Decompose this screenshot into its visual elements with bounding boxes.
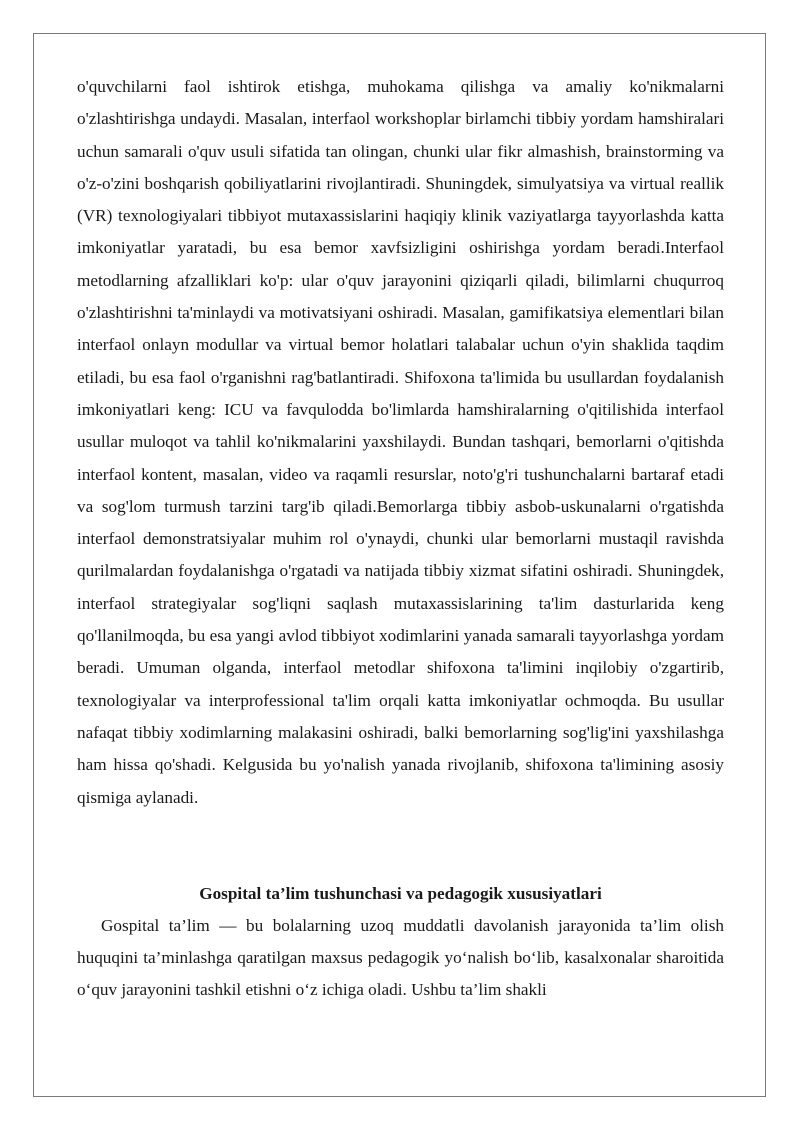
section-heading: Gospital ta’lim tushunchasi va pedagogik xususiyatlari (199, 883, 602, 903)
document-body (77, 71, 724, 1007)
section-spacer (77, 814, 724, 878)
body-paragraph: o'quvchilarni faol ishtirok etishga, muhokama qilishga va amaliy ko'nikmalarni o'zlashtirishga undaydi. Masalan, interfaol workshoplar birlamchi tibbiy yordam hamshiralari uchun samarali o'quv usuli sifatida tan olingan, chunki ular fikr almashish, brainstorming va o'z-o'zini boshqarish qobiliyatlarini rivojlantiradi. Shuningdek, simulyatsiya va virtual reallik (VR) texnologiyalari tibbiyot mutaxassislarini haqiqiy klinik vaziyatlarga tayyorlashda katta imkoniyatlar yaratadi, bu esa bemor xavfsizligini oshirishga yordam beradi.Interfaol metodlarning afzalliklari ko'p: ular o'quv jarayonini qiziqarli qiladi, bilimlarni chuqurroq o'zlashtirishni ta'minlaydi va motivatsiyani oshiradi. Masalan, gamifikatsiya elementlari bilan interfaol onlayn modullar va virtual bemor holatlari talabalar uchun o'yin shaklida taqdim etiladi, bu esa faol o'rganishni rag'batlantiradi. Shifoxona ta'limida bu usullardan foydalanish imkoniyatlari keng: ICU va favqulodda bo'limlarda hamshiralarning o'qitilishida interfaol usullar muloqot va tahlil ko'nikmalarini yaxshilaydi. Bundan tashqari, bemorlarni o'qitishda interfaol kontent, masalan, video va raqamli resurslar, noto'g'ri tushunchalarni bartaraf etadi va sog'lom turmush tarzini targ'ib qiladi.Bemorlarga tibbiy asbob-uskunalarni o'rgatishda interfaol demonstratsiyalar muhim rol o'ynaydi, chunki ular bemorlarni mustaqil ravishda qurilmalardan foydalanishga o'rgatadi va natijada tibbiy xizmat sifatini oshiradi. Shuningdek, interfaol strategiyalar sog'liqni saqlash mutaxassislarining ta'lim dasturlarida keng qo'llanilmoqda, bu esa yangi avlod tibbiyot xodimlarini yanada samarali tayyorlashga yordam beradi. Umuman olganda, interfaol metodlar shifoxona ta'limini inqilobiy o'zgartirib, texnologiyalar va interprofessional ta'lim orqali katta imkoniyatlar ochmoqda. Bu usullar nafaqat tibbiy xodimlarning malakasini oshiradi, balki bemorlarning sog'lig'ini yaxshilashga ham hissa qo'shadi. Kelgusida bu yo'nalish yanada rivojlanib, shifoxona ta'limining asosiy qismiga aylanadi. (77, 77, 724, 807)
body-paragraph: Gospital ta’lim — bu bolalarning uzoq muddatli davolanish jarayonida ta’lim olish huquqini ta’minlashga qaratilgan maxsus pedagogik yo‘nalish bo‘lib, kasalxonalar sharoitida o‘quv jarayonini tashkil etishni o‘z ichiga oladi. Ushbu ta’lim shakli (77, 915, 724, 1000)
